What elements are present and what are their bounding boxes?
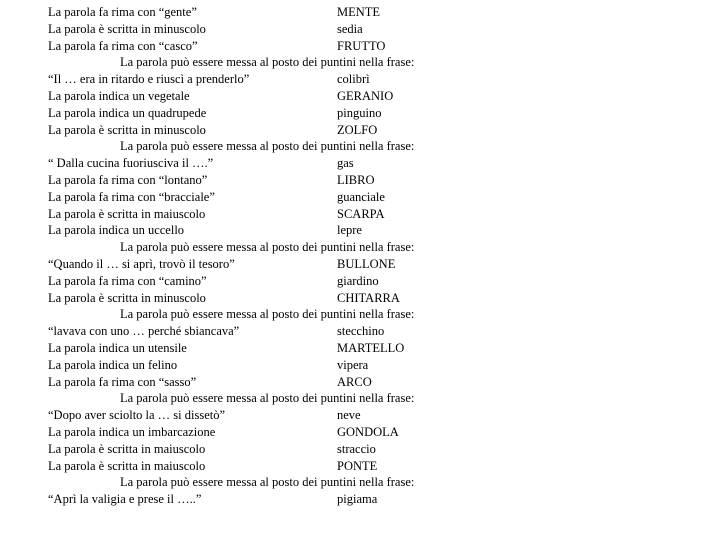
clue-text: La parola è scritta in maiuscolo: [48, 206, 206, 221]
clue-text: La parola indica un quadrupede: [48, 105, 207, 120]
clue-text: La parola è scritta in maiuscolo: [48, 441, 206, 456]
answer-word: ZOLFO: [337, 122, 378, 137]
clue-row: [48, 105, 708, 122]
clue-text: La parola è scritta in minuscolo: [48, 290, 206, 305]
sentence-text: “Dopo aver sciolto la … si dissetò”: [48, 408, 226, 423]
answer-word: lepre: [337, 223, 362, 238]
answer-word: giardino: [337, 273, 379, 288]
clue-row: [48, 21, 708, 38]
clue-text: La parola indica un imbarcazione: [48, 424, 216, 439]
answer-word: FRUTTO: [337, 38, 386, 53]
clue-text: La parola fa rima con “gente”: [48, 5, 197, 19]
answer-word: CHITARRA: [337, 290, 400, 305]
answer-word: SCARPA: [337, 206, 385, 221]
answer-word: LIBRO: [337, 172, 375, 187]
clue-row: [48, 357, 708, 374]
sentence-text: “ Dalla cucina fuoriusciva il ….”: [48, 156, 214, 171]
clue-text: La parola fa rima con “lontano”: [48, 172, 208, 187]
answer-word: vipera: [337, 357, 369, 372]
instruction-row: [48, 306, 708, 323]
answer-word: neve: [337, 408, 361, 423]
clue-text: La parola fa rima con “bracciale”: [48, 189, 215, 204]
instruction-text: La parola può essere messa al posto dei puntini nella frase:: [120, 139, 415, 154]
instruction-text: La parola può essere messa al posto dei puntini nella frase:: [120, 240, 415, 255]
sentence-text: “lavava con uno … perché sbiancava”: [48, 324, 240, 339]
clue-row: [48, 273, 708, 290]
clue-row: [48, 407, 708, 424]
clue-row: [48, 424, 708, 441]
clue-row: [48, 222, 708, 239]
answer-word: ARCO: [337, 374, 372, 389]
answer-word: pigiama: [337, 492, 378, 507]
clue-text: La parola è scritta in minuscolo: [48, 21, 206, 36]
answer-word: MARTELLO: [337, 340, 405, 355]
clue-row: [48, 155, 708, 172]
clue-row: [48, 71, 708, 88]
clue-row: [48, 172, 708, 189]
clue-row: [48, 4, 708, 21]
clue-text: La parola indica un utensile: [48, 340, 187, 355]
answer-word: GONDOLA: [337, 424, 399, 439]
clue-text: La parola fa rima con “sasso”: [48, 374, 197, 389]
clue-row: [48, 323, 708, 340]
clue-row: [48, 491, 708, 508]
instruction-row: [48, 138, 708, 155]
sentence-text: “Aprì la valigia e prese il …..”: [48, 492, 202, 507]
clue-text: La parola fa rima con “camino”: [48, 273, 207, 288]
answer-word: GERANIO: [337, 88, 394, 103]
sentence-text: “Quando il … si aprì, trovò il tesoro”: [48, 256, 235, 271]
exercise-sheet: [48, 4, 708, 508]
clue-row: [48, 458, 708, 475]
answer-word: stecchino: [337, 324, 385, 339]
answer-word: pinguino: [337, 105, 382, 120]
answer-word: sedia: [337, 21, 363, 36]
clue-row: [48, 256, 708, 273]
clue-text: La parola indica un vegetale: [48, 88, 190, 103]
instruction-text: La parola può essere messa al posto dei puntini nella frase:: [120, 475, 415, 490]
instruction-text: La parola può essere messa al posto dei puntini nella frase:: [120, 55, 415, 70]
clue-text: La parola fa rima con “casco”: [48, 38, 198, 53]
clue-row: [48, 374, 708, 391]
answer-word: colibrì: [337, 72, 370, 87]
clue-row: [48, 340, 708, 357]
answer-word: BULLONE: [337, 256, 396, 271]
instruction-row: [48, 474, 708, 491]
instruction-row: [48, 54, 708, 71]
instruction-text: La parola può essere messa al posto dei puntini nella frase:: [120, 307, 415, 322]
answer-word: guanciale: [337, 189, 385, 204]
sentence-text: “Il … era in ritardo e riuscì a prenderlo”: [48, 72, 250, 87]
clue-row: [48, 88, 708, 105]
answer-word: PONTE: [337, 458, 378, 473]
instruction-text: La parola può essere messa al posto dei puntini nella frase:: [120, 391, 415, 406]
clue-row: [48, 441, 708, 458]
clue-row: [48, 206, 708, 223]
instruction-row: [48, 239, 708, 256]
answer-word: straccio: [337, 441, 376, 456]
clue-text: La parola è scritta in minuscolo: [48, 122, 206, 137]
clue-row: [48, 122, 708, 139]
clue-text: La parola indica un uccello: [48, 223, 185, 238]
clue-row: [48, 189, 708, 206]
answer-word: gas: [337, 156, 354, 171]
answer-word: MENTE: [337, 5, 381, 19]
clue-row: [48, 290, 708, 307]
clue-text: La parola indica un felino: [48, 357, 178, 372]
clue-text: La parola è scritta in maiuscolo: [48, 458, 206, 473]
instruction-row: [48, 390, 708, 407]
clue-row: [48, 38, 708, 55]
